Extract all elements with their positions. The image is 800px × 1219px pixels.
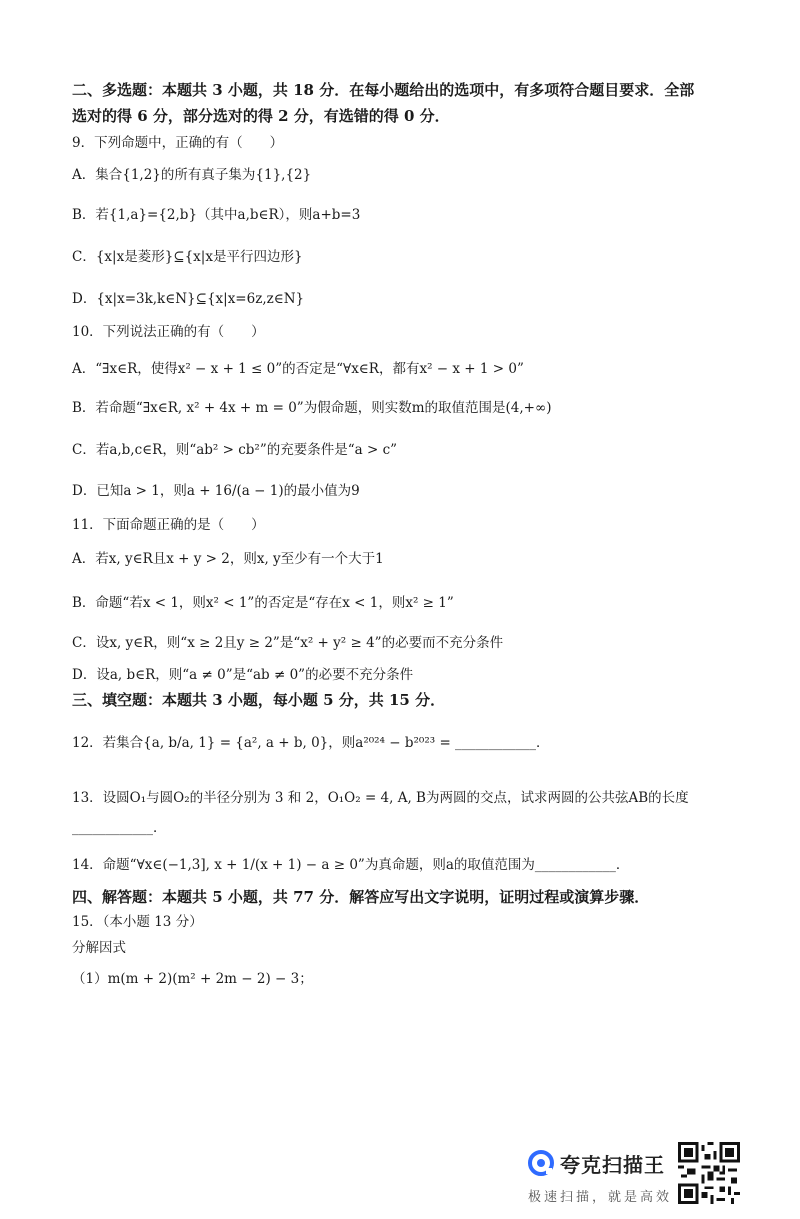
q10-option-b: B．若命题“∃x∈R, x² + 4x + m = 0”为假命题，则实数m的取值范围是(4,+∞) — [72, 400, 552, 416]
q13-line2: ____________． — [72, 820, 167, 836]
q15-instruction: 分解因式 — [72, 940, 126, 956]
q10-option-d: D．已知a > 1，则a + 16/(a − 1)的最小值为9 — [72, 483, 360, 499]
q15-part1: （1）m(m + 2)(m² + 2m − 2) − 3； — [72, 971, 313, 987]
q10-option-a: A．“∃x∈R，使得x² − x + 1 ≤ 0”的否定是“∀x∈R，都有x² − x + 1 > 0” — [72, 361, 524, 377]
scanner-logo-icon — [528, 1150, 554, 1176]
q9-stem: 9．下列命题中，正确的有（ ） — [72, 135, 284, 151]
q10-option-c: C．若a,b,c∈R，则“ab² > cb²”的充要条件是“a > c” — [72, 442, 398, 458]
q13-line1: 13．设圆O₁与圆O₂的半径分别为 3 和 2，O₁O₂ = 4, A, B为两圆的交点，试求两圆的公共弦AB的长度 — [72, 790, 689, 806]
q11-option-a: A．若x, y∈R且x + y > 2，则x, y至少有一个大于1 — [72, 551, 384, 567]
section3-heading: 三、填空题：本题共 3 小题，每小题 5 分，共 15 分． — [72, 691, 446, 709]
q11-option-c: C．设x, y∈R，则“x ≥ 2且y ≥ 2”是“x² + y² ≥ 4”的必要而不充分条件 — [72, 635, 504, 651]
q12-text: 12．若集合{a, b/a, 1} = {a², a + b, 0}，则a²⁰²⁴ − b²⁰²³ = ____________． — [72, 735, 550, 751]
q11-stem: 11．下面命题正确的是（ ） — [72, 517, 265, 533]
section4-heading: 四、解答题：本题共 5 小题，共 77 分．解答应写出文字说明，证明过程或演算步骤． — [72, 888, 650, 906]
scanner-watermark — [526, 1148, 674, 1208]
q10-stem: 10．下列说法正确的有（ ） — [72, 324, 265, 340]
section2-heading-line1: 二、多选题：本题共 3 小题，共 18 分．在每小题给出的选项中，有多项符合题目要求．全部 — [72, 81, 695, 99]
q9-option-b: B．若{1,a}={2,b}（其中a,b∈R），则a+b=3 — [72, 207, 361, 223]
q15-stem: 15．（本小题 13 分） — [72, 914, 203, 930]
q11-option-d: D．设a, b∈R，则“a ≠ 0”是“ab ≠ 0”的必要不充分条件 — [72, 667, 414, 683]
scanner-slogan: 极速扫描，就是高效 — [528, 1190, 673, 1205]
q9-option-d: D．{x|x=3k,k∈N}⊆{x|x=6z,z∈N} — [72, 291, 305, 307]
qr-code-icon — [678, 1142, 740, 1204]
q14-text: 14．命题“∀x∈(−1,3], x + 1/(x + 1) − a ≥ 0”为真命题，则a的取值范围为____________． — [72, 857, 630, 873]
q9-option-a: A．集合{1,2}的所有真子集为{1},{2} — [72, 167, 312, 183]
section2-heading-line2: 选对的得 6 分，部分选对的得 2 分，有选错的得 0 分． — [72, 107, 450, 125]
q11-option-b: B．命题“若x < 1，则x² < 1”的否定是“存在x < 1，则x² ≥ 1” — [72, 595, 454, 611]
q9-option-c: C．{x|x是菱形}⊆{x|x是平行四边形} — [72, 249, 303, 265]
scanner-brand: 夸克扫描王 — [560, 1153, 665, 1177]
